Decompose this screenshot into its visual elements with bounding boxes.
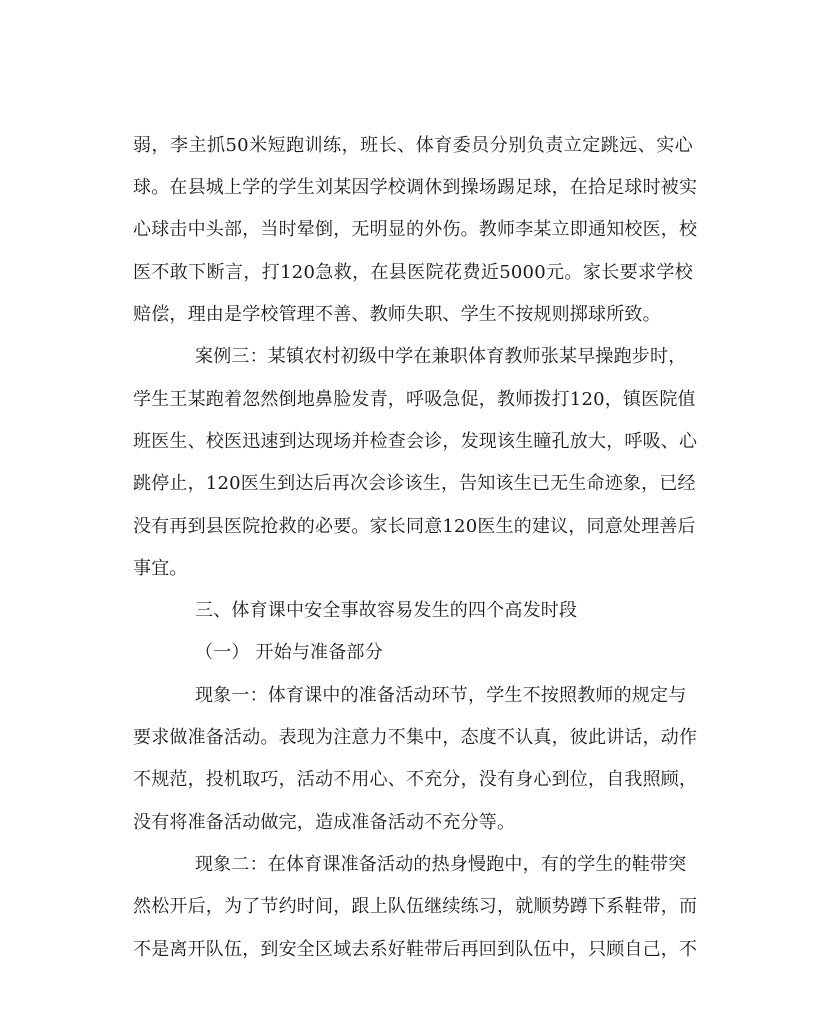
text-line: 没有将准备活动做完，造成准备活动不充分等。 [133, 812, 516, 833]
text-line: 班医生、校医迅速到达现场并检查会诊，发现该生瞳孔放大，呼吸、心 [133, 431, 698, 452]
text-line: 案例三：某镇农村初级中学在兼职体育教师张某早操跑步时， [195, 346, 687, 367]
text-line: 不规范，投机取巧，活动不用心、不充分，没有身心到位，自我照顾， [133, 769, 698, 790]
text-line: 弱，李主抓50米短跑训练，班长、体育委员分别负责立定跳远、实心 [133, 135, 693, 156]
text-line: 要求做准备活动。表现为注意力不集中，态度不认真，彼此讲话，动作 [133, 727, 698, 748]
text-line: 然松开后，为了节约时间，跟上队伍继续练习，就顺势蹲下系鞋带，而 [133, 896, 698, 917]
text-line: 事宜。 [133, 558, 188, 579]
text-line: 跳停止，120医生到达后再次会诊该生，告知该生已无生命迹象，已经 [133, 473, 696, 494]
section-heading: 三、体育课中安全事故容易发生的四个高发时段 [195, 600, 578, 621]
text-line: 心球击中头部，当时晕倒，无明显的外伤。教师李某立即通知校医，校 [133, 219, 698, 240]
text-line: 现象二：在体育课准备活动的热身慢跑中，有的学生的鞋带突 [195, 854, 687, 875]
text-line: 没有再到县医院抢救的必要。家长同意120医生的建议，同意处理善后 [133, 516, 696, 537]
text-line: 球。在县城上学的学生刘某因学校调休到操场踢足球，在拾足球时被实 [133, 177, 698, 198]
text-line: 医不敢下断言，打120急救，在县医院花费近5000元。家长要求学校 [133, 262, 693, 283]
subsection-heading: （一） 开始与准备部分 [195, 642, 383, 663]
text-line: 学生王某跑着忽然倒地鼻脸发青，呼吸急促，教师拨打120，镇医院值 [133, 389, 696, 410]
text-line: 不是离开队伍，到安全区域去系好鞋带后再回到队伍中，只顾自己，不 [133, 939, 698, 960]
text-line: 现象一：体育课中的准备活动环节，学生不按照教师的规定与 [195, 685, 687, 706]
text-line: 赔偿，理由是学校管理不善、教师失职、学生不按规则掷球所致。 [133, 304, 661, 325]
